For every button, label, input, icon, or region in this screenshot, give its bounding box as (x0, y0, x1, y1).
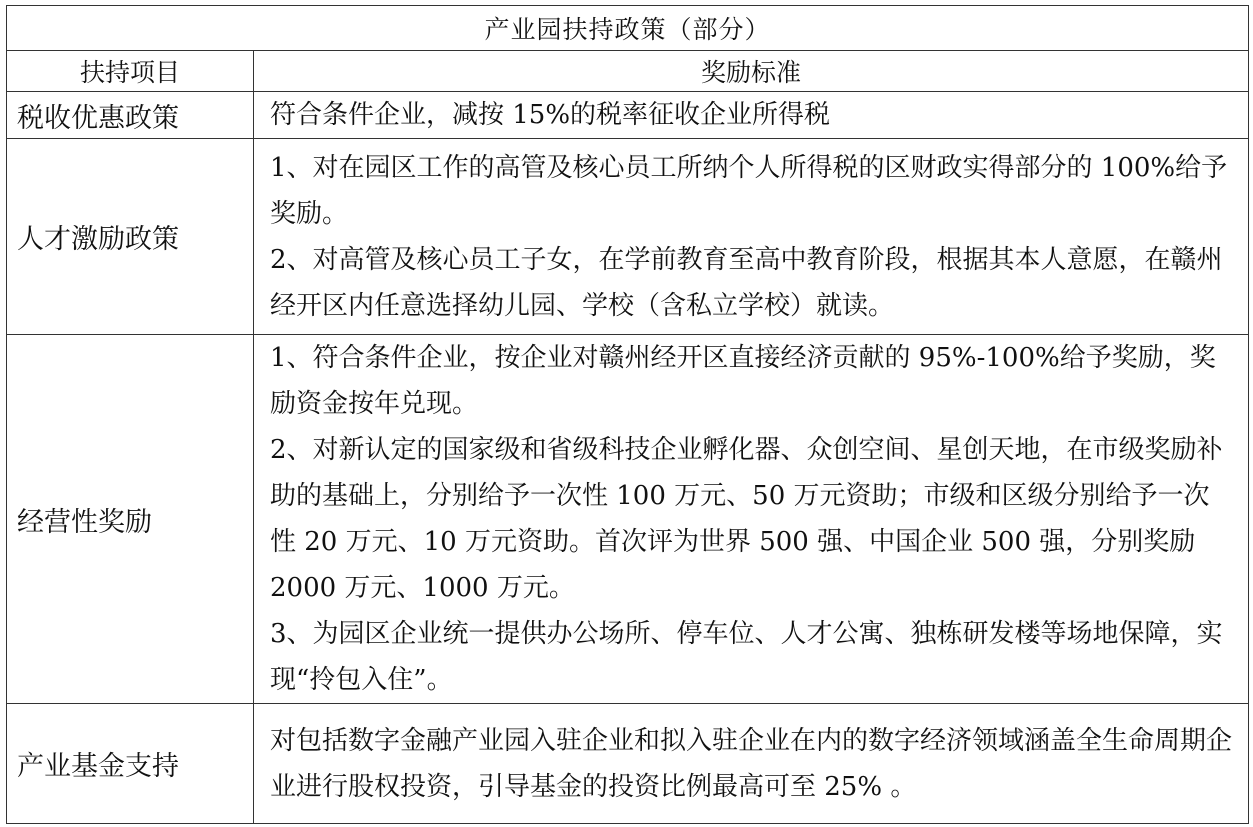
standard-paragraph: 符合条件企业，减按 15%的税率征收企业所得税 (270, 100, 831, 130)
table-row-tax (7, 92, 1249, 139)
header-reward-standard: 奖励标准 (254, 51, 1249, 92)
header-support-item: 扶持项目 (7, 51, 254, 92)
table-row-business (7, 335, 1249, 704)
standard-paragraph: 1、符合条件企业，按企业对赣州经开区直接经济贡献的 95%-100%给予奖励，奖励资金按年兑现。 (270, 343, 1216, 419)
table-title: 产业园扶持政策（部分） (7, 6, 1249, 51)
table-row-talent (7, 139, 1249, 335)
row-item-label: 人才激励政策 (7, 139, 254, 335)
standard-paragraph: 2、对高管及核心员工子女，在学前教育至高中教育阶段，根据其本人意愿，在赣州经开区内任意选择幼儿园、学校（含私立学校）就读。 (270, 244, 1223, 321)
standard-paragraph: 3、为园区企业统一提供办公场所、停车位、人才公寓、独栋研发楼等场地保障，实现“拎包入住”。 (270, 619, 1223, 695)
standard-paragraph: 2、对新认定的国家级和省级科技企业孵化器、众创空间、星创天地，在市级奖励补助的基础上，分别给予一次性 100 万元、50 万元资助；市级和区级分别给予一次性 20 万元、10 万元资助。首次评为世界 500 强、中国企业 500 强，分别奖励 2000 万元、1000 万元。 (270, 435, 1223, 603)
header-row (7, 51, 1249, 92)
table-row-fund (7, 704, 1249, 824)
row-item-label: 经营性奖励 (7, 335, 254, 704)
title-row (7, 6, 1249, 51)
policy-table (6, 5, 1249, 824)
row-standard-cell (254, 704, 1249, 824)
standard-paragraph: 对包括数字金融产业园入驻企业和拟入驻企业在内的数字经济领域涵盖全生命周期企业进行股权投资，引导基金的投资比例最高可至 25% 。 (270, 725, 1233, 802)
row-item-label: 税收优惠政策 (7, 92, 254, 139)
row-standard-cell (254, 139, 1249, 335)
standard-paragraph: 1、对在园区工作的高管及核心员工所纳个人所得税的区财政实得部分的 100%给予奖励。 (270, 152, 1228, 229)
row-standard-cell (254, 92, 1249, 139)
row-item-label: 产业基金支持 (7, 704, 254, 824)
row-standard-cell (254, 335, 1249, 704)
